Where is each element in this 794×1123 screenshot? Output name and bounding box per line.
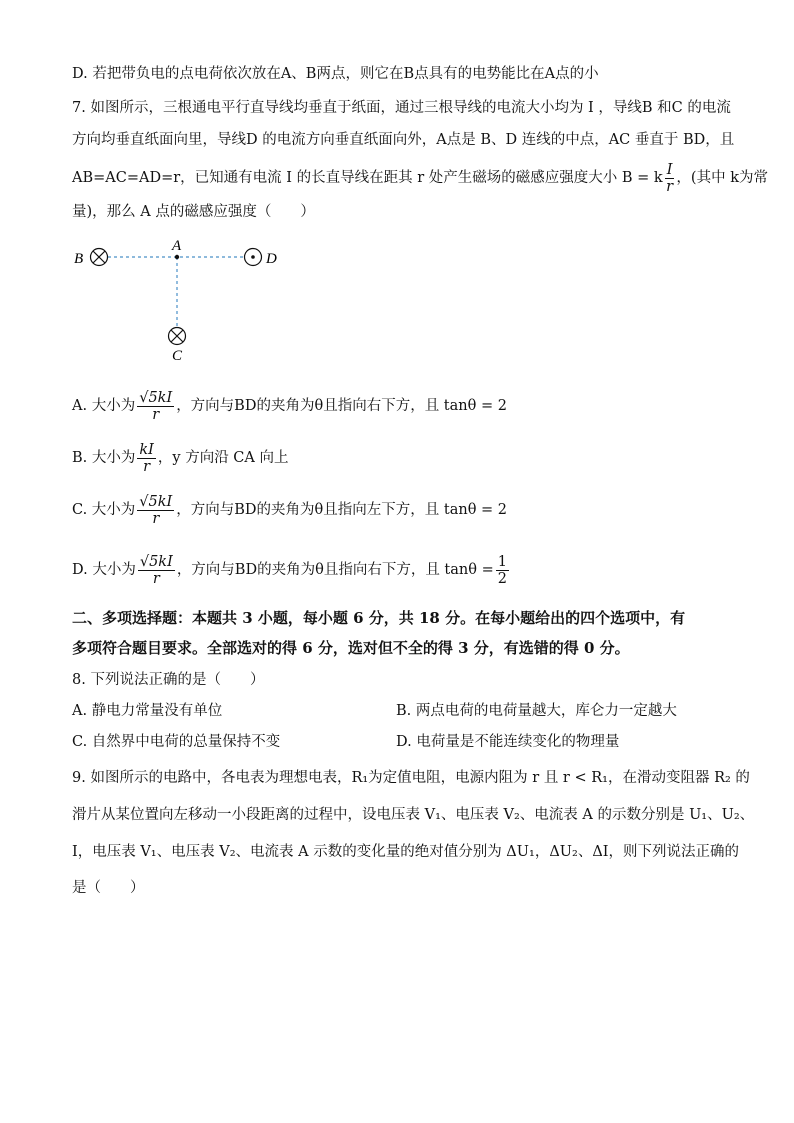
option-prefix: A. 大小为 [72,398,136,414]
option-fraction [138,554,175,587]
option-denominator: r [152,406,160,423]
q7-formula-fraction [665,162,675,195]
option-prefix: C. 大小为 [72,502,136,518]
option-denominator: r [152,570,160,587]
label-d: D [266,251,277,267]
q8-option-c: C. 自然界中电荷的总量保持不变 [72,734,281,750]
q7-wire-diagram [70,236,310,366]
option-fraction [137,390,174,423]
q7-stem-line2: 方向均垂直纸面向里，导线D 的电流方向垂直纸面向外，A点是 B、D 连线的中点，AC 垂直于 BD，且 [72,132,735,148]
option-fraction [137,442,156,475]
q9-stem-line2: 滑片从某位置向左移动一小段距离的过程中，设电压表 V₁、电压表 V₂、电流表 A 的示数分别是 U₁、U₂、 [72,807,755,823]
q8-option-b: B. 两点电荷的电荷量越大，库仑力一定越大 [396,703,677,719]
option-numerator: √5kI [139,389,173,406]
label-b: B [74,251,84,267]
q8-option-d: D. 电荷量是不能连续变化的物理量 [396,734,620,750]
q7-stem-line1: 7. 如图所示，三根通电平行直导线均垂直于纸面，通过三根导线的电流大小均为 I ，导线B 和C 的电流 [72,100,731,116]
q9-stem-line4: 是（ ） [72,880,145,896]
q7-stem-line3-tail: ，(其中 k为常 [676,170,768,186]
option-denominator: r [152,510,160,527]
previous-option-d: D. 若把带负电的点电荷依次放在A、B两点，则它在B点具有的电势能比在A点的小 [72,66,599,82]
q7-formula-numerator: I [666,161,673,178]
q8-option-a: A. 静电力常量没有单位 [72,703,223,719]
q9-stem-line1: 9. 如图所示的电路中，各电表为理想电表，R₁为定值电阻，电源内阻为 r 且 r < R₁，在滑动变阻器 R₂ 的 [72,770,750,786]
q7-stem-line3-text: AB=AC=AD=r，已知通有电流 I 的长直导线在距其 r 处产生磁场的磁感应强度大小 B = k [72,170,663,186]
q8-stem: 8. 下列说法正确的是（ ） [72,672,265,688]
q7-option-d [72,552,511,588]
option-denominator: r [143,458,151,475]
option-suffix: ，方向与BD的夹角为θ且指向右下方，且 tanθ = [176,562,494,578]
q7-stem-line3 [72,160,768,196]
option-numerator: kI [139,441,154,458]
point-a [175,255,179,259]
label-a: A [172,238,182,254]
option-prefix: B. 大小为 [72,450,136,466]
tan-fraction [496,554,509,587]
option-suffix: ，方向与BD的夹角为θ且指向左下方，且 tanθ = 2 [176,502,508,518]
option-suffix: ，方向与BD的夹角为θ且指向右下方，且 tanθ = 2 [176,398,507,414]
q7-stem-line4: 量)，那么 A 点的磁感应强度（ ） [72,204,315,220]
q7-formula-denominator: r [666,178,674,195]
option-prefix: D. 大小为 [72,562,136,578]
tan-denominator: 2 [497,570,507,587]
option-numerator: √5kI [139,493,173,510]
section2-heading-line2: 多项符合题目要求。全部选对的得 6 分，选对但不全的得 3 分，有选错的得 0 分。 [72,639,630,657]
option-fraction [137,494,174,527]
wire-d-out-of-page-icon [245,249,262,266]
q7-option-b [72,440,288,476]
tan-numerator: 1 [497,553,507,570]
wire-b-into-page-icon [91,249,108,266]
section2-heading-line1: 二、多项选择题：本题共 3 小题，每小题 6 分，共 18 分。在每小题给出的四个选项中，有 [72,609,686,627]
q9-stem-line3: I，电压表 V₁、电压表 V₂、电流表 A 示数的变化量的绝对值分别为 ΔU₁，ΔU₂、ΔI，则下列说法正确的 [72,844,740,860]
wire-c-into-page-icon [169,328,186,345]
option-suffix: ，y 方向沿 CA 向上 [157,450,289,466]
label-c: C [172,348,183,364]
q7-option-c [72,492,507,528]
q7-option-a [72,388,507,424]
option-numerator: √5kI [139,553,173,570]
